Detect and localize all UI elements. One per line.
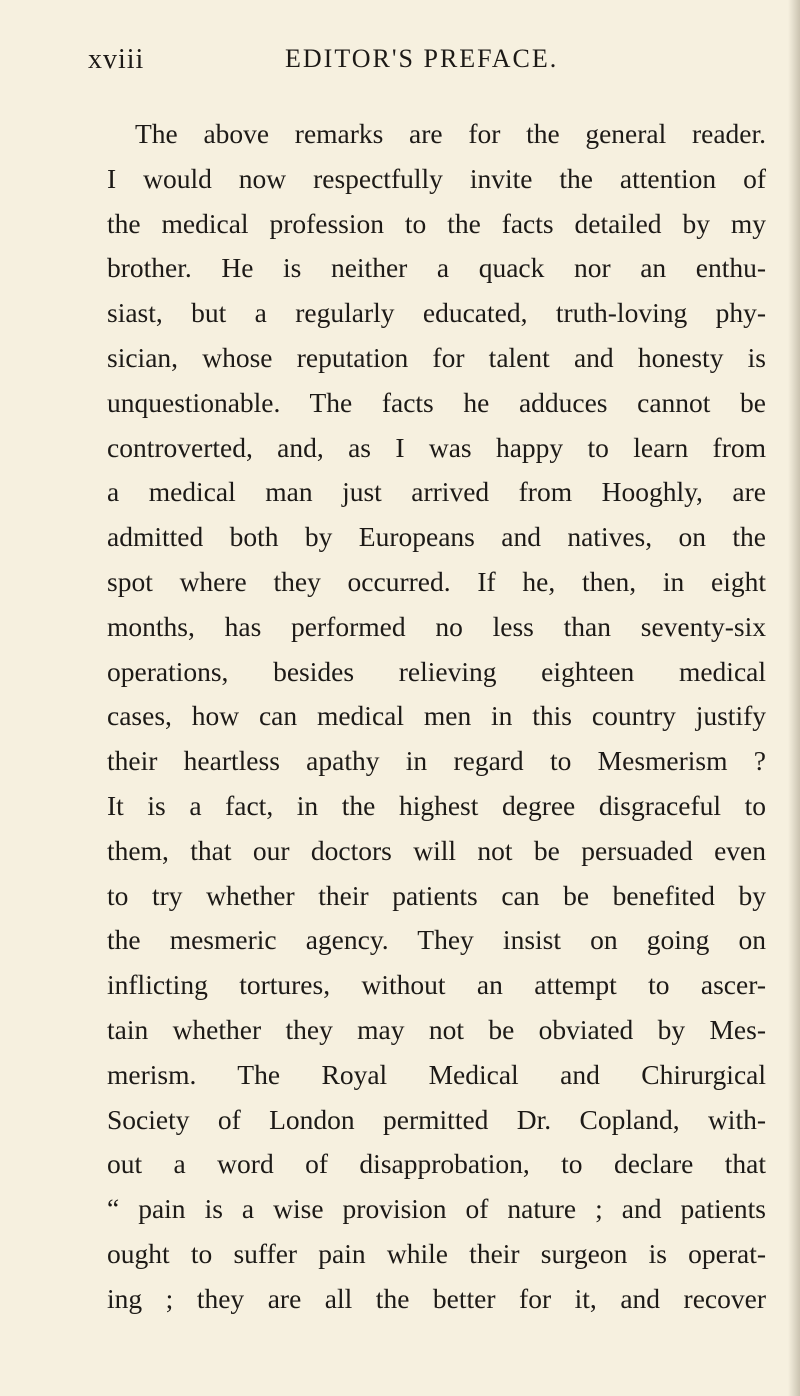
text-line: cases, how can medical men in this country justify — [107, 700, 766, 732]
text-line: Society of London permitted Dr. Copland, with- — [107, 1103, 766, 1135]
text-line: a medical man just arrived from Hooghly, are — [107, 476, 766, 508]
text-line: “ pain is a wise provision of nature ; and patients — [107, 1193, 766, 1225]
text-line: the medical profession to the facts detailed by my — [107, 207, 766, 239]
text-line: inflicting tortures, without an attempt to ascer- — [107, 969, 766, 1001]
text-line: tain whether they may not be obviated by Mes- — [107, 1013, 766, 1045]
text-line: siast, but a regularly educated, truth-loving phy- — [107, 297, 766, 329]
running-head: EDITOR'S PREFACE. — [285, 44, 559, 73]
text-line: unquestionable. The facts he adduces cannot be — [107, 386, 766, 418]
text-line: admitted both by Europeans and natives, on the — [107, 521, 766, 553]
text-line: operations, besides relieving eighteen medical — [107, 655, 766, 687]
text-line: months, has performed no less than seventy-six — [107, 610, 766, 642]
text-line: them, that our doctors will not be persuaded even — [107, 834, 766, 866]
text-line: sician, whose reputation for talent and honesty is — [107, 341, 766, 373]
text-line: spot where they occurred. If he, then, in eight — [107, 565, 766, 597]
page-edge-shadow — [788, 0, 800, 1396]
text-line: ing ; they are all the better for it, and recover — [107, 1282, 766, 1314]
text-line: I would now respectfully invite the attention of — [107, 162, 766, 194]
body-text — [107, 112, 766, 1322]
text-line: brother. He is neither a quack nor an enthu- — [107, 252, 766, 284]
text-line: out a word of disapprobation, to declare that — [107, 1148, 766, 1180]
text-line: their heartless apathy in regard to Mesmerism ? — [107, 745, 766, 777]
page-header — [88, 44, 778, 84]
text-line: to try whether their patients can be benefited by — [107, 879, 766, 911]
text-line: the mesmeric agency. They insist on going on — [107, 924, 766, 956]
text-line: controverted, and, as I was happy to learn from — [107, 431, 766, 463]
text-line: ought to suffer pain while their surgeon is operat- — [107, 1237, 766, 1269]
page-number: xviii — [88, 44, 145, 75]
text-line: The above remarks are for the general reader. — [135, 118, 766, 149]
text-line: It is a fact, in the highest degree disgraceful to — [107, 789, 766, 821]
text-line: merism. The Royal Medical and Chirurgical — [107, 1058, 766, 1090]
